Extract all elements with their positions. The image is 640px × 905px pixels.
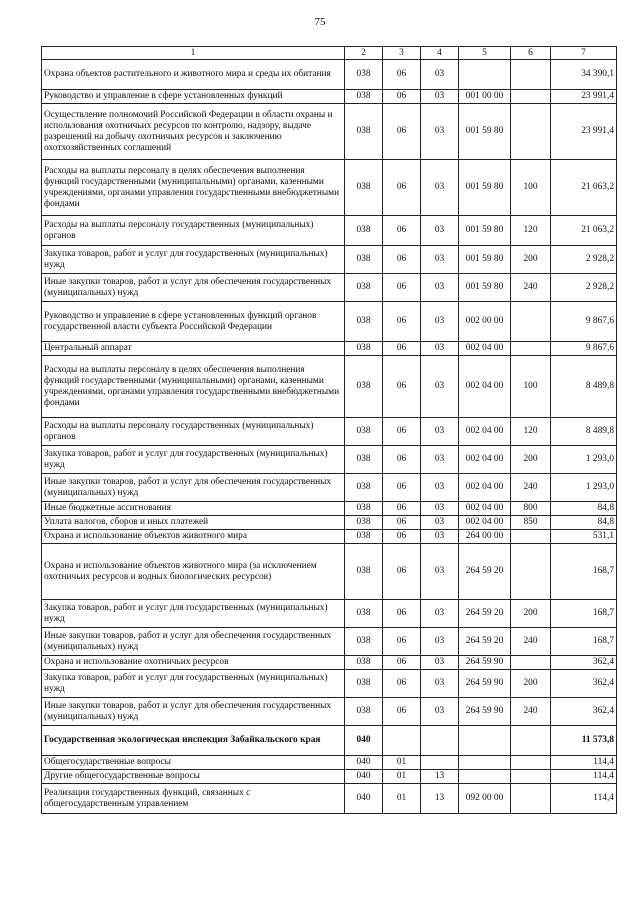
page-number: 75 xyxy=(314,16,326,28)
row-vr-cell: 800 xyxy=(511,502,551,516)
table-row xyxy=(42,502,617,516)
row-pr-cell: 03 xyxy=(421,246,459,274)
row-name-cell: Государственная экологическая инспекция Забайкальского края xyxy=(42,726,345,756)
row-rz-cell: 01 xyxy=(383,770,421,784)
row-name-cell: Закупка товаров, работ и услуг для государственных (муниципальных) нужд xyxy=(42,670,345,698)
row-gr-cell: 038 xyxy=(345,60,383,90)
table-row xyxy=(42,160,617,216)
table-row xyxy=(42,474,617,502)
row-vr-cell: 850 xyxy=(511,516,551,530)
row-gr-cell: 038 xyxy=(345,356,383,418)
row-vr-cell: 200 xyxy=(511,600,551,628)
row-name-cell: Охрана и использование объектов животного мира (за исключением охотничьих ресурсов и водных биологических ресурсов) xyxy=(42,544,345,600)
row-gr-cell: 038 xyxy=(345,656,383,670)
row-sum-cell: 362,4 xyxy=(551,656,617,670)
row-sum-cell: 531,1 xyxy=(551,530,617,544)
table-body xyxy=(42,60,617,814)
row-rz-cell: 06 xyxy=(383,698,421,726)
row-csr-cell: 002 04 00 xyxy=(459,446,511,474)
row-csr-cell: 001 59 80 xyxy=(459,216,511,246)
row-pr-cell: 03 xyxy=(421,502,459,516)
row-gr-cell: 040 xyxy=(345,784,383,814)
row-sum-cell: 84,8 xyxy=(551,502,617,516)
row-vr-cell: 200 xyxy=(511,670,551,698)
row-csr-cell: 001 00 00 xyxy=(459,90,511,104)
row-name-cell: Закупка товаров, работ и услуг для государственных (муниципальных) нужд xyxy=(42,246,345,274)
row-csr-cell: 001 59 80 xyxy=(459,104,511,160)
row-sum-cell: 168,7 xyxy=(551,544,617,600)
row-rz-cell: 06 xyxy=(383,274,421,302)
row-gr-cell: 038 xyxy=(345,160,383,216)
row-csr-cell xyxy=(459,726,511,756)
table-row xyxy=(42,274,617,302)
row-name-cell: Иные закупки товаров, работ и услуг для обеспечения государственных (муниципальных) нужд xyxy=(42,274,345,302)
row-pr-cell: 03 xyxy=(421,342,459,356)
table-row xyxy=(42,302,617,342)
table-row xyxy=(42,530,617,544)
row-gr-cell: 038 xyxy=(345,670,383,698)
row-vr-cell xyxy=(511,784,551,814)
column-header: 5 xyxy=(459,47,511,60)
row-sum-cell: 23 991,4 xyxy=(551,104,617,160)
row-rz-cell: 06 xyxy=(383,216,421,246)
row-csr-cell: 264 59 90 xyxy=(459,656,511,670)
row-gr-cell: 038 xyxy=(345,104,383,160)
row-pr-cell xyxy=(421,726,459,756)
row-sum-cell: 168,7 xyxy=(551,628,617,656)
table-row xyxy=(42,418,617,446)
row-pr-cell: 03 xyxy=(421,104,459,160)
row-gr-cell: 038 xyxy=(345,474,383,502)
row-vr-cell: 240 xyxy=(511,698,551,726)
row-vr-cell: 120 xyxy=(511,418,551,446)
row-pr-cell: 03 xyxy=(421,274,459,302)
row-csr-cell: 264 59 90 xyxy=(459,698,511,726)
row-rz-cell: 06 xyxy=(383,418,421,446)
row-name-cell: Другие общегосударственные вопросы xyxy=(42,770,345,784)
table-row xyxy=(42,516,617,530)
row-sum-cell: 9 867,6 xyxy=(551,342,617,356)
row-gr-cell: 038 xyxy=(345,302,383,342)
row-vr-cell xyxy=(511,656,551,670)
row-vr-cell: 200 xyxy=(511,246,551,274)
row-rz-cell: 06 xyxy=(383,600,421,628)
row-csr-cell: 002 04 00 xyxy=(459,356,511,418)
row-vr-cell: 240 xyxy=(511,474,551,502)
row-vr-cell xyxy=(511,90,551,104)
row-csr-cell: 002 00 00 xyxy=(459,302,511,342)
row-gr-cell: 038 xyxy=(345,246,383,274)
column-header: 2 xyxy=(345,47,383,60)
row-gr-cell: 038 xyxy=(345,216,383,246)
row-rz-cell: 06 xyxy=(383,342,421,356)
row-rz-cell: 06 xyxy=(383,246,421,274)
row-pr-cell: 13 xyxy=(421,784,459,814)
row-pr-cell: 03 xyxy=(421,474,459,502)
row-sum-cell: 362,4 xyxy=(551,670,617,698)
table-row xyxy=(42,446,617,474)
row-name-cell: Реализация государственных функций, связанных с общегосударственным управлением xyxy=(42,784,345,814)
row-name-cell: Охрана и использование объектов животного мира xyxy=(42,530,345,544)
row-name-cell: Общегосударственные вопросы xyxy=(42,756,345,770)
table-row xyxy=(42,356,617,418)
column-header: 1 xyxy=(42,47,345,60)
table-row xyxy=(42,698,617,726)
row-rz-cell: 06 xyxy=(383,302,421,342)
budget-table xyxy=(41,46,617,814)
row-vr-cell xyxy=(511,60,551,90)
row-sum-cell: 8 489,8 xyxy=(551,418,617,446)
row-csr-cell: 264 00 00 xyxy=(459,530,511,544)
row-vr-cell xyxy=(511,342,551,356)
table-row xyxy=(42,60,617,90)
row-pr-cell: 13 xyxy=(421,770,459,784)
row-sum-cell: 9 867,6 xyxy=(551,302,617,342)
column-header: 4 xyxy=(421,47,459,60)
row-vr-cell xyxy=(511,104,551,160)
row-rz-cell: 06 xyxy=(383,670,421,698)
row-name-cell: Расходы на выплаты персоналу в целях обеспечения выполнения функций государственными (муниципальными) органами, казенными учреждениями, органами управления государственными внебюджетными фондами xyxy=(42,160,345,216)
row-csr-cell xyxy=(459,770,511,784)
row-csr-cell xyxy=(459,60,511,90)
row-csr-cell: 092 00 00 xyxy=(459,784,511,814)
row-name-cell: Руководство и управление в сфере установленных функций xyxy=(42,90,345,104)
row-name-cell: Расходы на выплаты персоналу государственных (муниципальных) органов xyxy=(42,418,345,446)
row-pr-cell: 03 xyxy=(421,302,459,342)
row-sum-cell: 84,8 xyxy=(551,516,617,530)
column-header: 3 xyxy=(383,47,421,60)
row-gr-cell: 040 xyxy=(345,770,383,784)
row-rz-cell: 06 xyxy=(383,90,421,104)
row-name-cell: Центральный аппарат xyxy=(42,342,345,356)
row-vr-cell: 100 xyxy=(511,356,551,418)
row-vr-cell: 120 xyxy=(511,216,551,246)
table-row xyxy=(42,726,617,756)
row-gr-cell: 038 xyxy=(345,600,383,628)
row-name-cell: Руководство и управление в сфере установленных функций органов государственной власти субъекта Российской Федерации xyxy=(42,302,345,342)
row-rz-cell: 06 xyxy=(383,160,421,216)
table-header-row xyxy=(42,47,617,60)
row-vr-cell: 240 xyxy=(511,274,551,302)
row-gr-cell: 038 xyxy=(345,446,383,474)
table-row xyxy=(42,104,617,160)
row-name-cell: Осуществление полномочий Российской Федерации в области охраны и использования охотничьих ресурсов по контролю, надзору, выдаче разрешений на добычу охотничьих ресурсов и заключению охотхозяйственных соглашений xyxy=(42,104,345,160)
table-row xyxy=(42,656,617,670)
row-gr-cell: 038 xyxy=(345,698,383,726)
row-pr-cell: 03 xyxy=(421,160,459,216)
row-pr-cell: 03 xyxy=(421,628,459,656)
row-vr-cell: 240 xyxy=(511,628,551,656)
row-pr-cell: 03 xyxy=(421,446,459,474)
row-vr-cell xyxy=(511,544,551,600)
table-row xyxy=(42,90,617,104)
row-gr-cell: 038 xyxy=(345,530,383,544)
column-header: 7 xyxy=(551,47,617,60)
row-sum-cell: 114,4 xyxy=(551,784,617,814)
row-rz-cell: 06 xyxy=(383,516,421,530)
row-gr-cell: 038 xyxy=(345,418,383,446)
row-csr-cell: 002 04 00 xyxy=(459,474,511,502)
row-csr-cell: 264 59 90 xyxy=(459,670,511,698)
row-csr-cell xyxy=(459,756,511,770)
row-rz-cell: 06 xyxy=(383,628,421,656)
row-sum-cell: 362,4 xyxy=(551,698,617,726)
row-csr-cell: 264 59 20 xyxy=(459,628,511,656)
row-vr-cell xyxy=(511,726,551,756)
row-pr-cell: 03 xyxy=(421,356,459,418)
row-csr-cell: 001 59 80 xyxy=(459,246,511,274)
row-sum-cell: 114,4 xyxy=(551,756,617,770)
row-rz-cell xyxy=(383,726,421,756)
row-vr-cell xyxy=(511,302,551,342)
row-gr-cell: 038 xyxy=(345,90,383,104)
row-name-cell: Иные закупки товаров, работ и услуг для обеспечения государственных (муниципальных) нужд xyxy=(42,698,345,726)
row-vr-cell xyxy=(511,770,551,784)
row-rz-cell: 06 xyxy=(383,446,421,474)
row-gr-cell: 040 xyxy=(345,726,383,756)
row-csr-cell: 001 59 80 xyxy=(459,274,511,302)
table-row xyxy=(42,756,617,770)
row-name-cell: Закупка товаров, работ и услуг для государственных (муниципальных) нужд xyxy=(42,446,345,474)
row-sum-cell: 2 928,2 xyxy=(551,246,617,274)
row-vr-cell: 100 xyxy=(511,160,551,216)
table-row xyxy=(42,670,617,698)
row-rz-cell: 06 xyxy=(383,474,421,502)
row-rz-cell: 01 xyxy=(383,756,421,770)
row-rz-cell: 06 xyxy=(383,502,421,516)
table-row xyxy=(42,628,617,656)
row-name-cell: Иные закупки товаров, работ и услуг для обеспечения государственных (муниципальных) нужд xyxy=(42,474,345,502)
row-pr-cell: 03 xyxy=(421,530,459,544)
row-name-cell: Иные закупки товаров, работ и услуг для обеспечения государственных (муниципальных) нужд xyxy=(42,628,345,656)
row-csr-cell: 001 59 80 xyxy=(459,160,511,216)
row-csr-cell: 002 04 00 xyxy=(459,418,511,446)
row-pr-cell xyxy=(421,756,459,770)
row-vr-cell xyxy=(511,756,551,770)
row-pr-cell: 03 xyxy=(421,90,459,104)
table-row xyxy=(42,342,617,356)
table-row xyxy=(42,216,617,246)
row-sum-cell: 8 489,8 xyxy=(551,356,617,418)
table-row xyxy=(42,770,617,784)
row-name-cell: Закупка товаров, работ и услуг для государственных (муниципальных) нужд xyxy=(42,600,345,628)
row-name-cell: Уплата налогов, сборов и иных платежей xyxy=(42,516,345,530)
row-gr-cell: 038 xyxy=(345,274,383,302)
row-name-cell: Охрана и использование охотничьих ресурсов xyxy=(42,656,345,670)
table-row xyxy=(42,784,617,814)
row-pr-cell: 03 xyxy=(421,418,459,446)
row-rz-cell: 06 xyxy=(383,656,421,670)
row-csr-cell: 264 59 20 xyxy=(459,600,511,628)
row-sum-cell: 1 293,0 xyxy=(551,446,617,474)
row-pr-cell: 03 xyxy=(421,516,459,530)
row-rz-cell: 06 xyxy=(383,544,421,600)
row-sum-cell: 34 390,1 xyxy=(551,60,617,90)
row-sum-cell: 168,7 xyxy=(551,600,617,628)
row-pr-cell: 03 xyxy=(421,60,459,90)
row-pr-cell: 03 xyxy=(421,698,459,726)
row-sum-cell: 11 573,8 xyxy=(551,726,617,756)
table-row xyxy=(42,246,617,274)
row-pr-cell: 03 xyxy=(421,670,459,698)
row-pr-cell: 03 xyxy=(421,656,459,670)
row-csr-cell: 002 04 00 xyxy=(459,516,511,530)
row-pr-cell: 03 xyxy=(421,544,459,600)
row-csr-cell: 002 04 00 xyxy=(459,502,511,516)
row-gr-cell: 038 xyxy=(345,544,383,600)
row-rz-cell: 06 xyxy=(383,356,421,418)
row-pr-cell: 03 xyxy=(421,600,459,628)
row-vr-cell: 200 xyxy=(511,446,551,474)
row-name-cell: Охрана объектов растительного и животного мира и среды их обитания xyxy=(42,60,345,90)
row-csr-cell: 002 04 00 xyxy=(459,342,511,356)
row-sum-cell: 2 928,2 xyxy=(551,274,617,302)
row-sum-cell: 23 991,4 xyxy=(551,90,617,104)
table-row xyxy=(42,600,617,628)
row-sum-cell: 114,4 xyxy=(551,770,617,784)
row-rz-cell: 01 xyxy=(383,784,421,814)
row-sum-cell: 21 063,2 xyxy=(551,160,617,216)
row-rz-cell: 06 xyxy=(383,60,421,90)
row-gr-cell: 040 xyxy=(345,756,383,770)
row-gr-cell: 038 xyxy=(345,502,383,516)
row-sum-cell: 1 293,0 xyxy=(551,474,617,502)
row-name-cell: Расходы на выплаты персоналу государственных (муниципальных) органов xyxy=(42,216,345,246)
row-gr-cell: 038 xyxy=(345,516,383,530)
row-vr-cell xyxy=(511,530,551,544)
column-header: 6 xyxy=(511,47,551,60)
row-gr-cell: 038 xyxy=(345,342,383,356)
row-name-cell: Расходы на выплаты персоналу в целях обеспечения выполнения функций государственными (муниципальными) органами, казенными учреждениями, органами управления государственными внебюджетными фондами xyxy=(42,356,345,418)
row-rz-cell: 06 xyxy=(383,104,421,160)
row-gr-cell: 038 xyxy=(345,628,383,656)
row-pr-cell: 03 xyxy=(421,216,459,246)
row-sum-cell: 21 063,2 xyxy=(551,216,617,246)
row-name-cell: Иные бюджетные ассигнования xyxy=(42,502,345,516)
table-row xyxy=(42,544,617,600)
row-csr-cell: 264 59 20 xyxy=(459,544,511,600)
row-rz-cell: 06 xyxy=(383,530,421,544)
